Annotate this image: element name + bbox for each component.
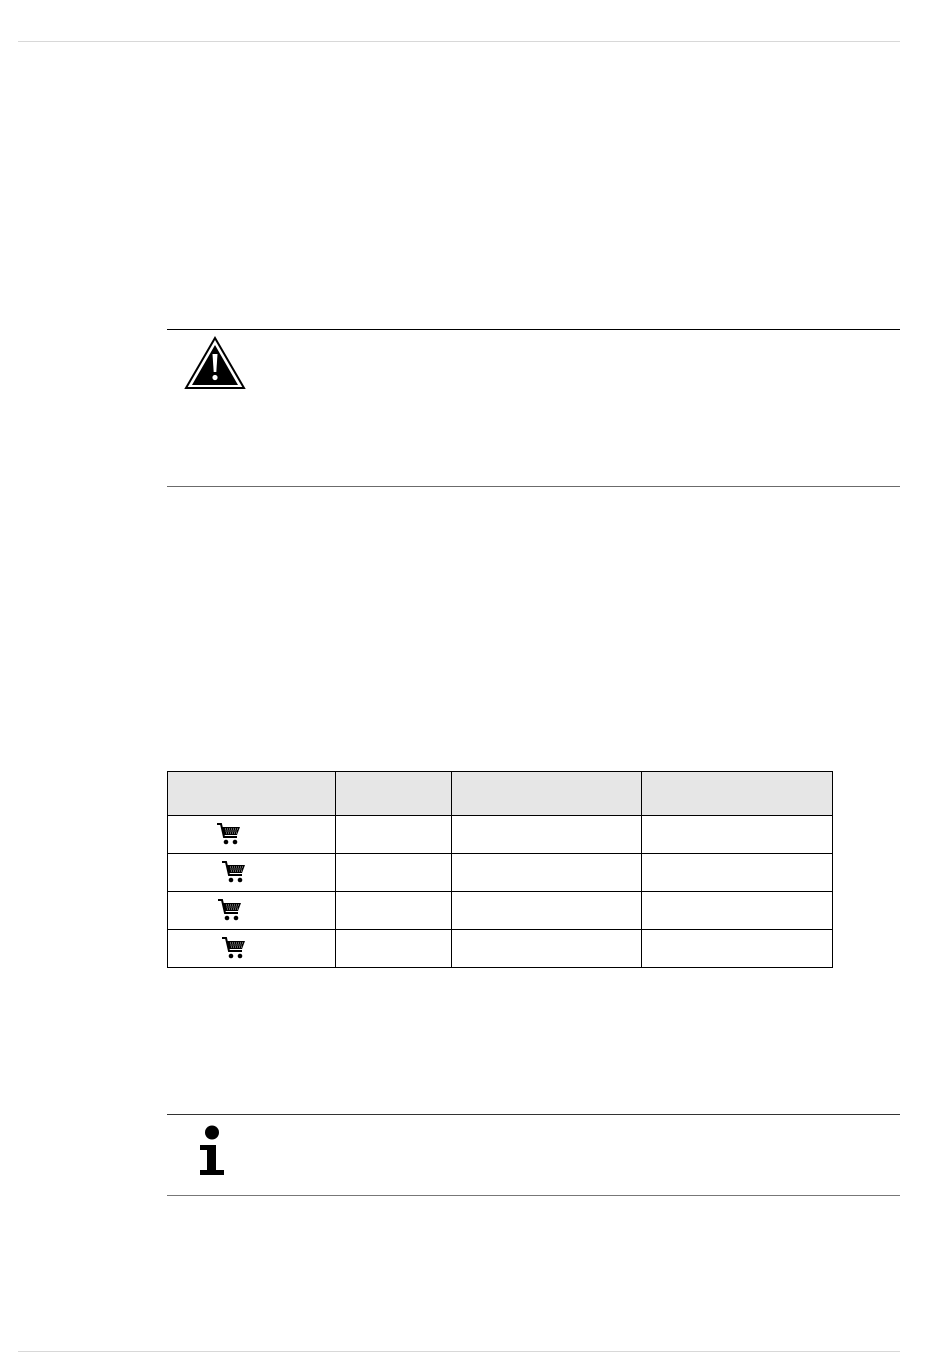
- table-cell: [168, 930, 336, 968]
- table-cell: [168, 816, 336, 854]
- shopping-cart-icon: [217, 898, 243, 922]
- warning-triangle-icon: [184, 336, 246, 390]
- info-notice: [167, 1114, 900, 1196]
- table-cell: [336, 930, 452, 968]
- table-header-cell: [168, 772, 336, 816]
- table-row: [168, 816, 833, 854]
- table-row: [168, 930, 833, 968]
- table-row: [168, 892, 833, 930]
- shopping-cart-icon: [221, 936, 247, 960]
- table-cell: [336, 816, 452, 854]
- table-header-cell: [452, 772, 642, 816]
- shopping-cart-icon: [221, 860, 247, 884]
- table-header-cell: [642, 772, 833, 816]
- table-cell: [452, 854, 642, 892]
- table-cell: [452, 892, 642, 930]
- table-cell: [336, 892, 452, 930]
- table-cell: [642, 930, 833, 968]
- table-cell: [168, 854, 336, 892]
- table-cell: [642, 816, 833, 854]
- shopping-cart-icon: [216, 822, 242, 846]
- table-cell: [336, 854, 452, 892]
- table-cell: [452, 816, 642, 854]
- footer-rule: [18, 1351, 900, 1352]
- info-icon: [197, 1124, 229, 1176]
- table-header-row: [168, 772, 833, 816]
- table-cell: [168, 892, 336, 930]
- table-cell: [642, 892, 833, 930]
- header-rule: [18, 41, 900, 42]
- table-header-cell: [336, 772, 452, 816]
- parts-table: [167, 771, 833, 968]
- table-cell: [642, 854, 833, 892]
- warning-notice: [167, 329, 900, 487]
- table-cell: [452, 930, 642, 968]
- table-row: [168, 854, 833, 892]
